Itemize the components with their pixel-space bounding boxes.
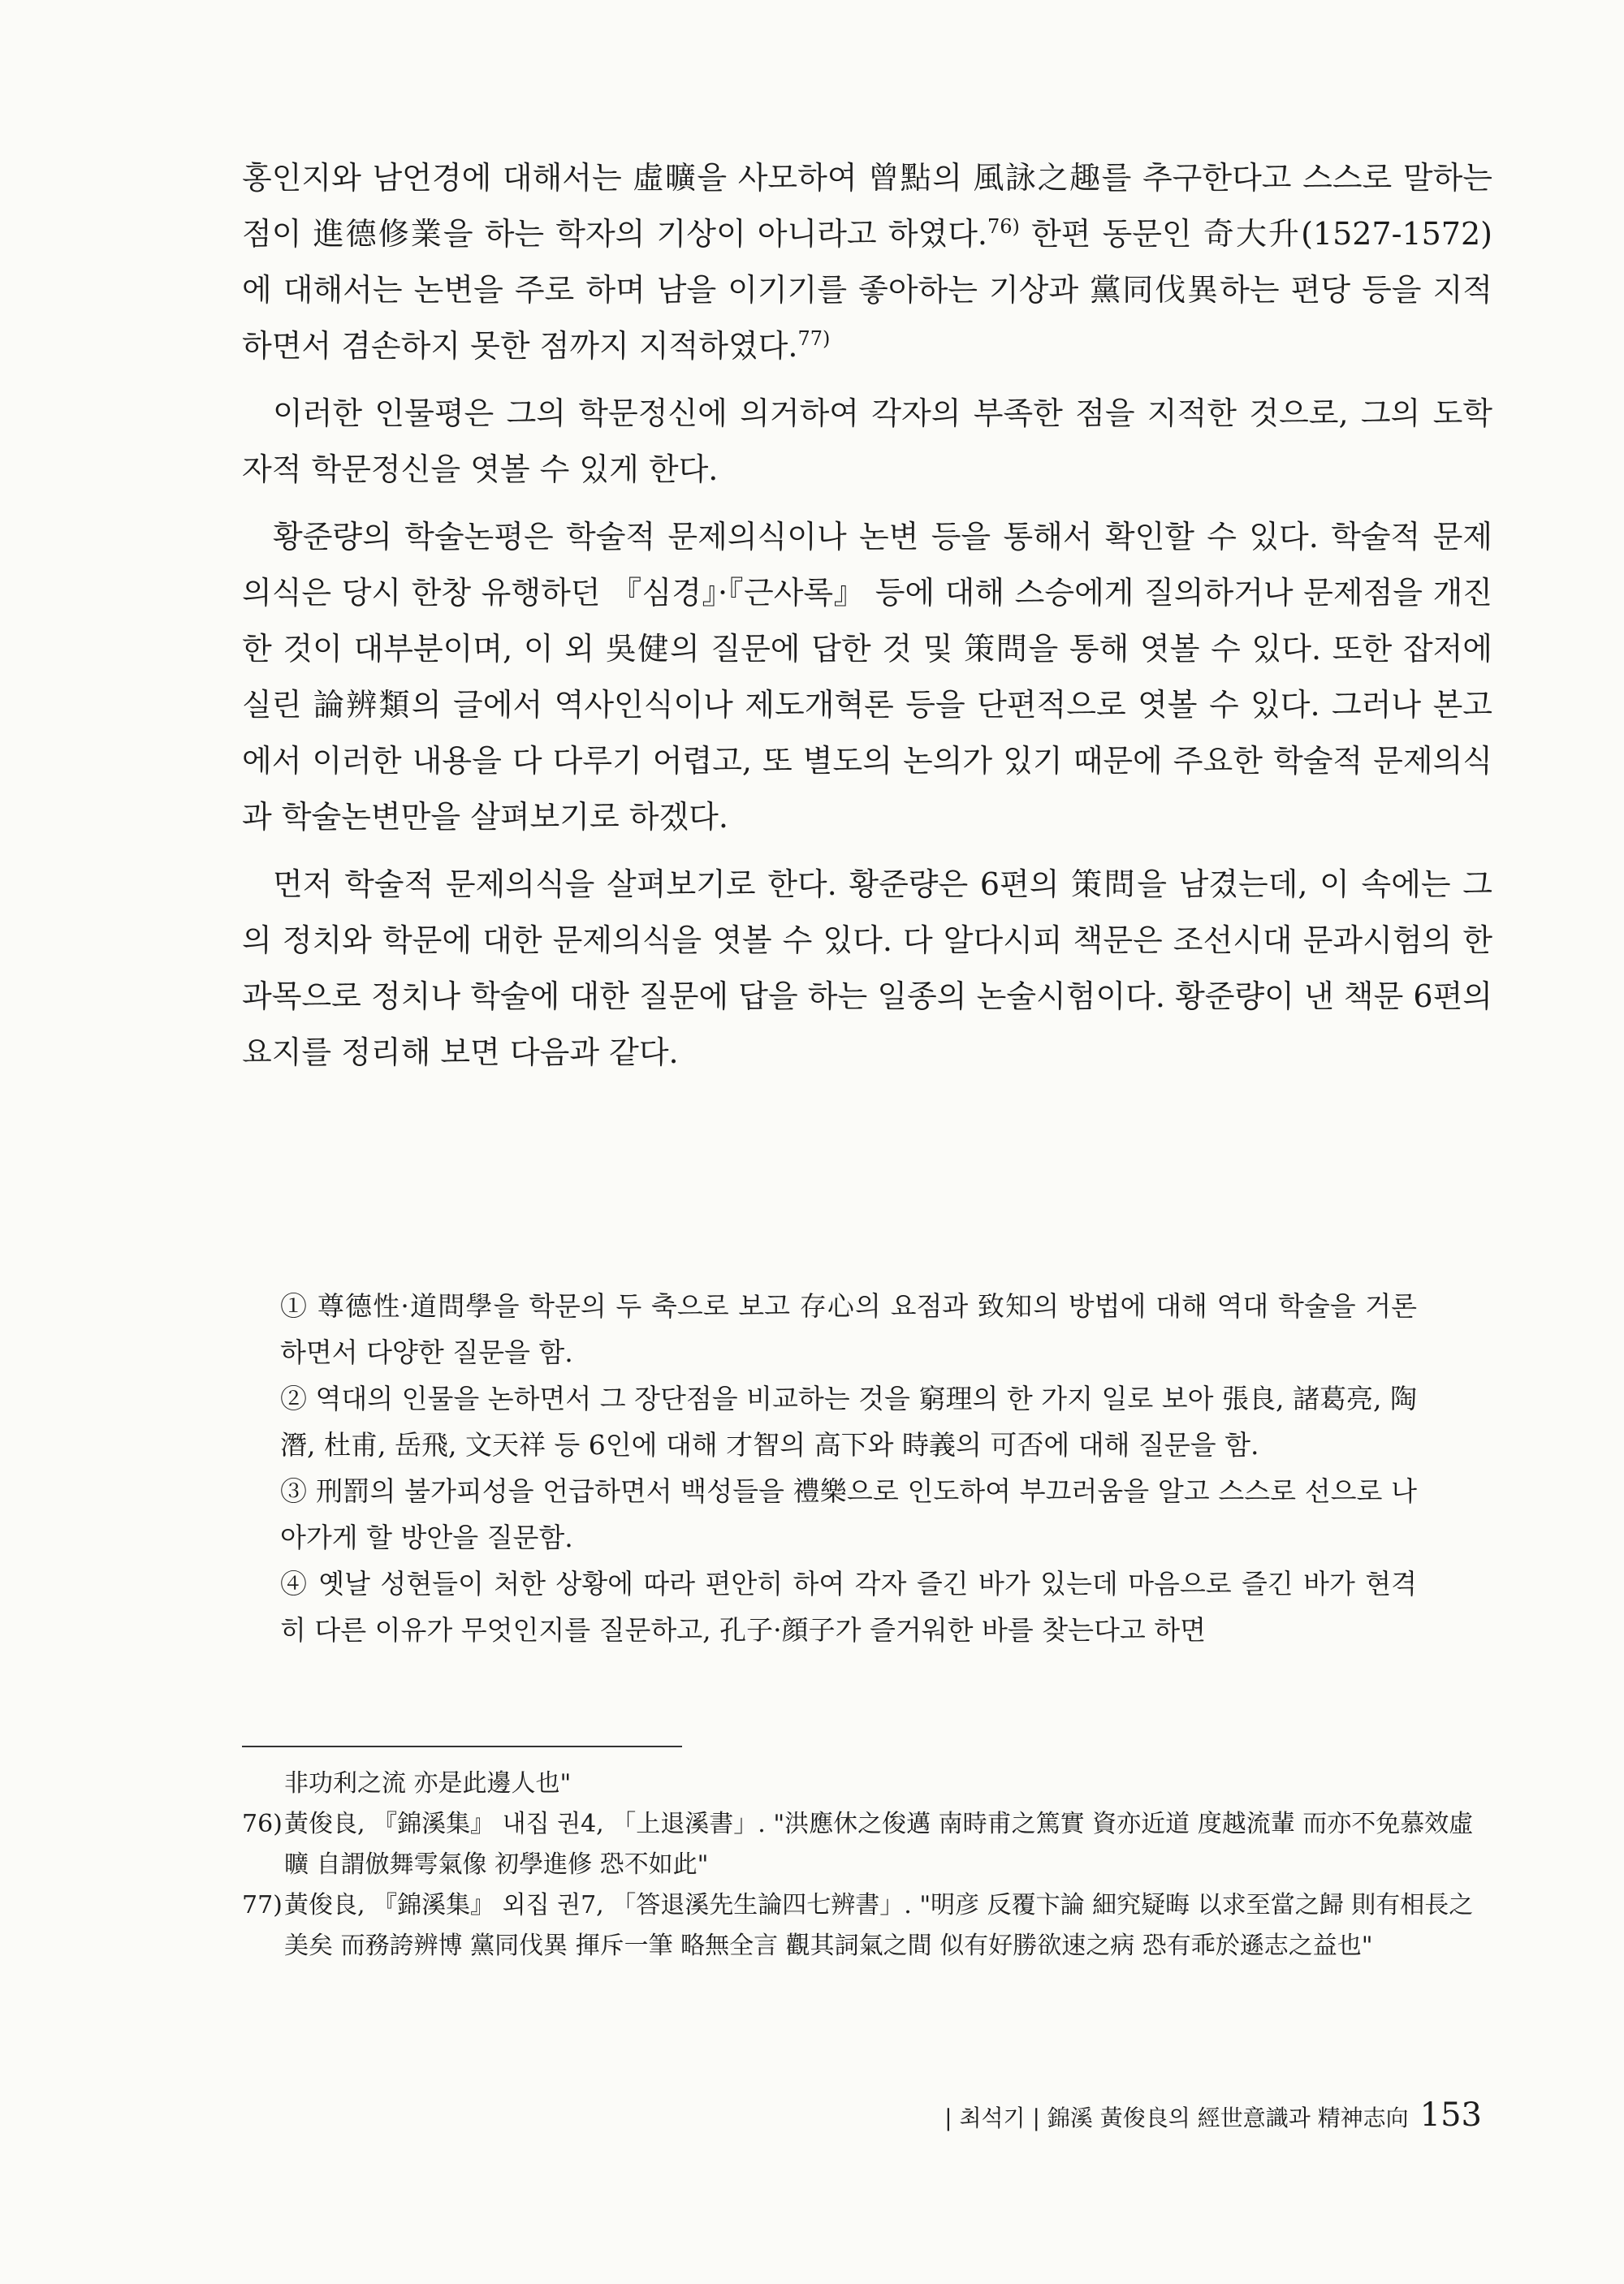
page-footer [944,2095,1482,2139]
footnote-77 [242,1885,1492,1967]
quote-item-4: ④ 옛날 성현들이 처한 상황에 따라 편안히 하여 각자 즐긴 바가 있는데 마음으로 즐긴 바가 현격히 다른 이유가 무엇인지를 질문하고, 孔子·顔子가 즐거워한 바를 찾는다고 하면 [280,1568,1417,1646]
footnote-77-number: 77) [242,1891,283,1919]
paragraph-1-text-a: 홍인지와 남언경에 대해서는 虛曠을 사모하여 曾點의 風詠之趣를 추구한다고 스스로 말하는 점이 進德修業을 하는 학자의 기상이 아니라고 하였다. [242,160,1492,252]
footnote-carryover [242,1764,1492,1804]
footnote-ref-77[interactable]: 77) [797,327,831,350]
running-head: | 최석기 | 錦溪 黃俊良의 經世意識과 精神志向 [944,2105,1409,2131]
paragraph-1 [242,150,1492,374]
footnote-carryover-text: 非功利之流 亦是此邊人也" [284,1769,572,1798]
footnote-76-number: 76) [242,1810,283,1838]
footnotes [242,1764,1492,1967]
quote-item-1: ① 尊德性·道問學을 학문의 두 축으로 보고 存心의 요점과 致知의 방법에 대해 역대 학술을 거론하면서 다양한 질문을 함. [280,1290,1417,1368]
paragraph-2: 이러한 인물평은 그의 학문정신에 의거하여 각자의 부족한 점을 지적한 것으로, 그의 도학자적 학문정신을 엿볼 수 있게 한다. [242,395,1492,487]
footnote-77-text: 黃俊良, 『錦溪集』 외집 권7, 「答退溪先生論四七辨書」. "明彦 反覆卞論 細究疑晦 以求至當之歸 則有相長之美矣 而務誇辨博 黨同伐異 揮斥一筆 略無全言 觀其詞氣之間 似有好勝欲速之病 恐有乖於遜志之益也" [284,1891,1474,1960]
quote-item-3: ③ 刑罰의 불가피성을 언급하면서 백성들을 禮樂으로 인도하여 부끄러움을 알고 스스로 선으로 나아가게 할 방안을 질문함. [280,1475,1417,1553]
paragraph-1-text-b: 한편 동문인 奇大升(1527-1572)에 대해서는 논변을 주로 하며 남을 이기기를 좋아하는 기상과 黨同伐異하는 편당 등을 지적하면서 겸손하지 못한 점까지 지적하였다. [242,216,1492,364]
footnote-76-text: 黃俊良, 『錦溪集』 내집 권4, 「上退溪書」. "洪應休之俊邁 南時甫之篤實 資亦近道 度越流輩 而亦不免慕效虛曠 自謂倣舞雩氣像 初學進修 恐不如此" [284,1810,1474,1879]
footnote-76 [242,1804,1492,1885]
block-quote [280,1283,1417,1653]
body-text [242,150,1492,1092]
quote-item-2: ② 역대의 인물을 논하면서 그 장단점을 비교하는 것을 窮理의 한 가지 일로 보아 張良, 諸葛亮, 陶潛, 杜甫, 岳飛, 文天祥 등 6인에 대해 才智의 高下와 時義의 可否에 대해 질문을 함. [280,1383,1417,1461]
footnote-divider [242,1746,682,1747]
paragraph-4: 먼저 학술적 문제의식을 살펴보기로 한다. 황준량은 6편의 策問을 남겼는데, 이 속에는 그의 정치와 학문에 대한 문제의식을 엿볼 수 있다. 다 알다시피 책문은 조선시대 문과시험의 한 과목으로 정치나 학술에 대한 질문에 답을 하는 일종의 논술시험이다. 황준량이 낸 책문 6편의 요지를 정리해 보면 다음과 같다. [242,866,1492,1070]
paragraph-3: 황준량의 학술논평은 학술적 문제의식이나 논변 등을 통해서 확인할 수 있다. 학술적 문제의식은 당시 한창 유행하던 『심경』·『근사록』 등에 대해 스승에게 질의하거나 문제점을 개진한 것이 대부분이며, 이 외 吳健의 질문에 답한 것 및 策問을 통해 엿볼 수 있다. 또한 잡저에 실린 論辨類의 글에서 역사인식이나 제도개혁론 등을 단편적으로 엿볼 수 있다. 그러나 본고에서 이러한 내용을 다 다루기 어렵고, 또 별도의 논의가 있기 때문에 주요한 학술적 문제의식과 학술논변만을 살펴보기로 하겠다. [242,519,1492,835]
footnote-ref-76[interactable]: 76) [987,215,1020,238]
page-number: 153 [1419,2096,1482,2134]
